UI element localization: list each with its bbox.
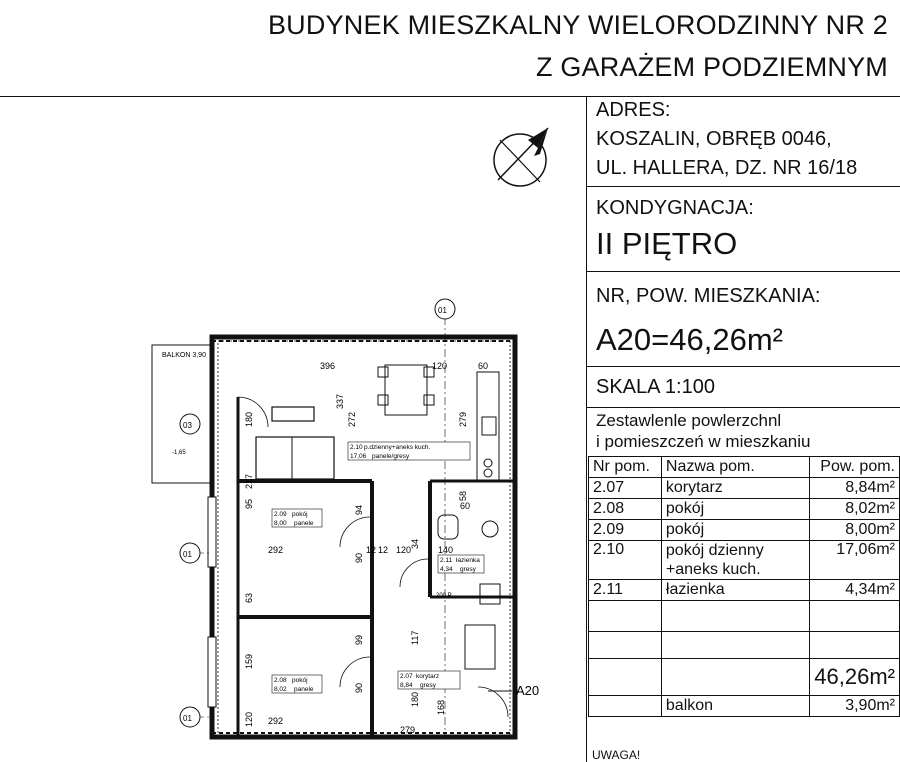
room-tag-room-209 [272,509,322,527]
room-number: 2.07 [589,478,662,499]
dimension-label: 58 [458,490,468,501]
room-tag-line: łazienka [456,557,480,564]
dimension-label: 117 [410,630,420,645]
rule-address [586,186,900,187]
room-tag-corridor [398,671,460,689]
dimension-label: 292 [268,716,284,726]
toilet [438,515,458,539]
room-tag-line: 2.10 [350,444,363,451]
room-tag-line: 8,02 [274,686,287,693]
dimension-label: 63 [244,592,254,603]
room-area: 8,84m² [810,478,900,499]
dimension-label: 168 [436,699,446,715]
sofa [256,437,334,479]
dimension-label: 279 [458,411,468,427]
room-tag-room-208 [272,675,322,693]
room-tag-line: pokój [292,677,308,684]
dimension-label: 337 [335,393,345,409]
table-caption-1: Zestawlenle powlerzchnl [596,411,782,430]
dimension-label: 272 [347,411,357,427]
room-tag-line: 2.11 [440,557,453,564]
room-tag-line: korytarz [416,673,440,680]
room-tag-line: panele [294,686,314,693]
dimension-label: 292 [268,545,284,555]
room-tag-line: 8,84 [400,682,413,689]
col-header-area: Pow. pom. [810,457,900,478]
floor-label: KONDYGNACJA: [596,197,754,219]
table-caption-2: i pomieszczeń w mieszkaniu [596,432,811,451]
floor-value: II PIĘTRO [596,226,738,261]
floor-plan [0,97,586,762]
axis-label-text: 01 [183,550,192,559]
room-tag-line: panele [294,520,314,527]
dimension-label: 90 [354,682,364,693]
wardrobe [465,625,495,669]
room-tag-line: panele/gresy [372,453,410,460]
dimension-label: 120 [432,361,448,371]
room-name: korytarz [661,478,809,499]
rule-scale [586,407,900,408]
balcony-outline [152,345,212,483]
table-header-row [589,457,900,478]
table-row [589,520,900,541]
room-tag-living [348,442,470,460]
room-area: 8,00m² [810,520,900,541]
table-empty-row [589,632,900,659]
room-area: 4,34m² [810,580,900,601]
room-number: 2.08 [589,499,662,520]
dimension-label: 95 [244,498,254,509]
room-name: pokój dzienny +aneks kuch. [661,541,809,580]
room-name: pokój [661,499,809,520]
dimension-label: 90 [354,552,364,563]
room-tag-bathroom [438,555,484,573]
dimension-label: 34 [410,538,420,549]
room-tag-line: p.dzienny+aneks kuch. [364,444,431,451]
tv-cabinet [272,407,314,421]
project-title-line1: BUDYNEK MIESZKALNY WIELORODZINNY NR 2 [267,10,888,40]
dimension-label: 159 [244,653,254,669]
room-number: 2.10 [589,541,662,580]
scale-label: SKALA 1:100 [596,376,715,398]
washing-machine [480,584,500,604]
apartment-label: NR, POW. MIESZKANIA: [596,285,821,307]
dining-table [385,365,427,415]
address-label: ADRES: [596,99,671,121]
col-header-number: Nr pom. [589,457,662,478]
balcony-label: balkon [661,696,809,717]
rule-apartment [586,366,900,367]
apartment-tag: A20 [516,683,540,698]
room-tag-line: 8,00 [274,520,287,527]
table-row [589,580,900,601]
dimension-label: 99 [354,634,364,645]
total-area: 46,26m² [810,659,900,696]
room-tag-line: gresy [420,682,436,689]
dimension-label: 60 [478,361,489,371]
dimension-label: 120 [396,545,412,555]
table-row [589,478,900,499]
note-label: UWAGA! [592,748,641,762]
room-tag-line: gresy [460,566,476,573]
dimension-label: 180 [244,411,254,427]
room-tag-line: 2.07 [400,673,413,680]
room-name: pokój [661,520,809,541]
table-total-row [589,659,900,696]
table-row [589,541,900,580]
room-area: 8,02m² [810,499,900,520]
room-name: łazienka [661,580,809,601]
rule-floor [586,271,900,272]
axis-label-text: 03 [183,421,192,430]
sidebar-divider [586,96,587,762]
axis-label-text: 01 [183,714,192,723]
outer-walls [212,337,515,737]
axis-label-text: 01 [438,306,447,315]
room-area: 17,06m² [810,541,900,580]
room-tag-line: 17,06 [350,453,367,460]
balcony-area: 3,90m² [810,696,900,717]
dimension-label: 217 [244,473,254,489]
room-number: 2.11 [589,580,662,601]
col-header-name: Nazwa pom. [661,457,809,478]
dimension-label: 180 [410,691,420,707]
room-number: 2.09 [589,520,662,541]
dimension-label: 12 [378,545,389,555]
balcony-label: BALKON 3,90 [162,352,206,359]
dimension-label: 120 [244,711,254,727]
table-row [589,499,900,520]
dimension-label: 396 [320,361,336,371]
dimension-label: 279 [400,725,416,735]
room-tag-line: 2.09 [274,511,287,518]
address-line1: KOSZALIN, OBRĘB 0046, [596,128,832,150]
project-title-line2: Z GARAŻEM PODZIEMNYM [535,52,888,82]
dimension-label: 12 [366,545,377,555]
address-line2: UL. HALLERA, DZ. NR 16/18 [596,157,858,179]
room-tag-line: 4,34 [440,566,453,573]
washbasin [482,521,498,537]
dimension-label: 200 P [436,593,452,599]
table-balcony-row [589,696,900,717]
dimension-label: 140 [438,545,454,555]
dimension-label: 60 [460,501,471,511]
table-empty-row [589,601,900,632]
dimension-label: 94 [354,504,364,515]
room-tag-line: 2.08 [274,677,287,684]
room-tag-line: pokój [292,511,308,518]
apartment-value: A20=46,26m² [596,322,783,357]
rooms-table [588,456,900,717]
level-mark: -1,65 [172,450,186,456]
